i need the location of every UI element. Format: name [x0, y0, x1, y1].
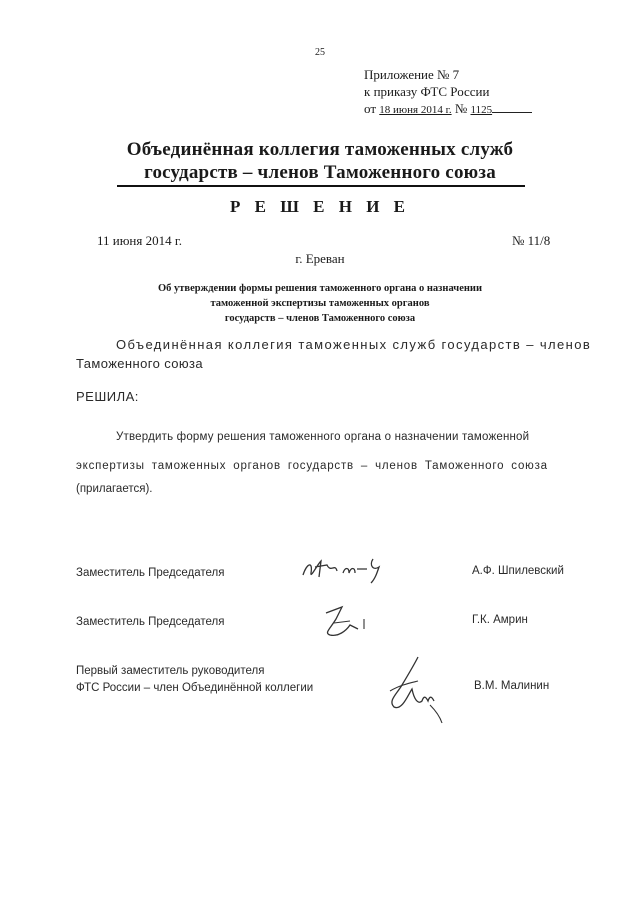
decision-date: 11 июня 2014 г.	[97, 233, 182, 248]
page-number: 25	[315, 47, 325, 58]
decision-city: г. Ереван	[295, 251, 345, 266]
subject-line1: Об утверждении формы решения таможенного органа о назначении	[157, 283, 483, 294]
appendix-date: 18 июня 2014 г.	[379, 104, 452, 116]
appendix-line1: Приложение № 7	[364, 67, 460, 82]
signatory-3-name: В.М. Малинин	[474, 680, 550, 692]
signatory-3-position-line1: Первый заместитель руководителя	[76, 665, 265, 677]
signature-3-image	[378, 655, 448, 725]
document-title	[0, 138, 640, 184]
title-line2: государств – членов Таможенного союза	[144, 162, 496, 183]
body-text-line3: (прилагается).	[76, 483, 153, 495]
decision-number: № 11/8	[512, 233, 551, 248]
decision-subject	[0, 281, 640, 326]
signature-2-image	[320, 605, 372, 639]
body-text-line1: Утвердить форму решения таможенного органа о назначении таможенной	[116, 431, 530, 443]
resolved-heading: РЕШИЛА:	[76, 389, 139, 404]
title-divider	[117, 185, 525, 187]
appendix-underline	[492, 102, 532, 113]
intro-line2: Таможенного союза	[76, 356, 204, 371]
subject-line2: таможенной экспертизы таможенных органов	[210, 298, 430, 309]
appendix-no-label: №	[454, 101, 468, 116]
appendix-from-label: от	[364, 101, 377, 116]
appendix-reference	[364, 66, 532, 119]
appendix-line2: к приказу ФТС России	[364, 84, 490, 99]
signatory-3-position-line2: ФТС России – член Объединённой коллегии	[76, 682, 314, 694]
signatory-3-position	[76, 663, 313, 697]
signature-1-image	[297, 553, 389, 585]
signatory-2-position: Заместитель Председателя	[76, 616, 225, 628]
title-line1: Объединённая коллегия таможенных служб	[126, 139, 514, 160]
subject-line3: государств – членов Таможенного союза	[224, 313, 416, 324]
signatory-1-name: А.Ф. Шпилевский	[472, 565, 564, 577]
appendix-number: 1125	[470, 104, 493, 116]
signatory-1-position: Заместитель Председателя	[76, 567, 225, 579]
intro-line1: Объединённая коллегия таможенных служб государств – членов	[116, 337, 592, 352]
decision-heading: Р Е Ш Е Н И Е	[229, 197, 410, 216]
body-text-line2: экспертизы таможенных органов государств – членов Таможенного союза	[76, 460, 548, 472]
appendix-line3	[364, 100, 532, 119]
signatory-2-name: Г.К. Амрин	[472, 614, 528, 626]
